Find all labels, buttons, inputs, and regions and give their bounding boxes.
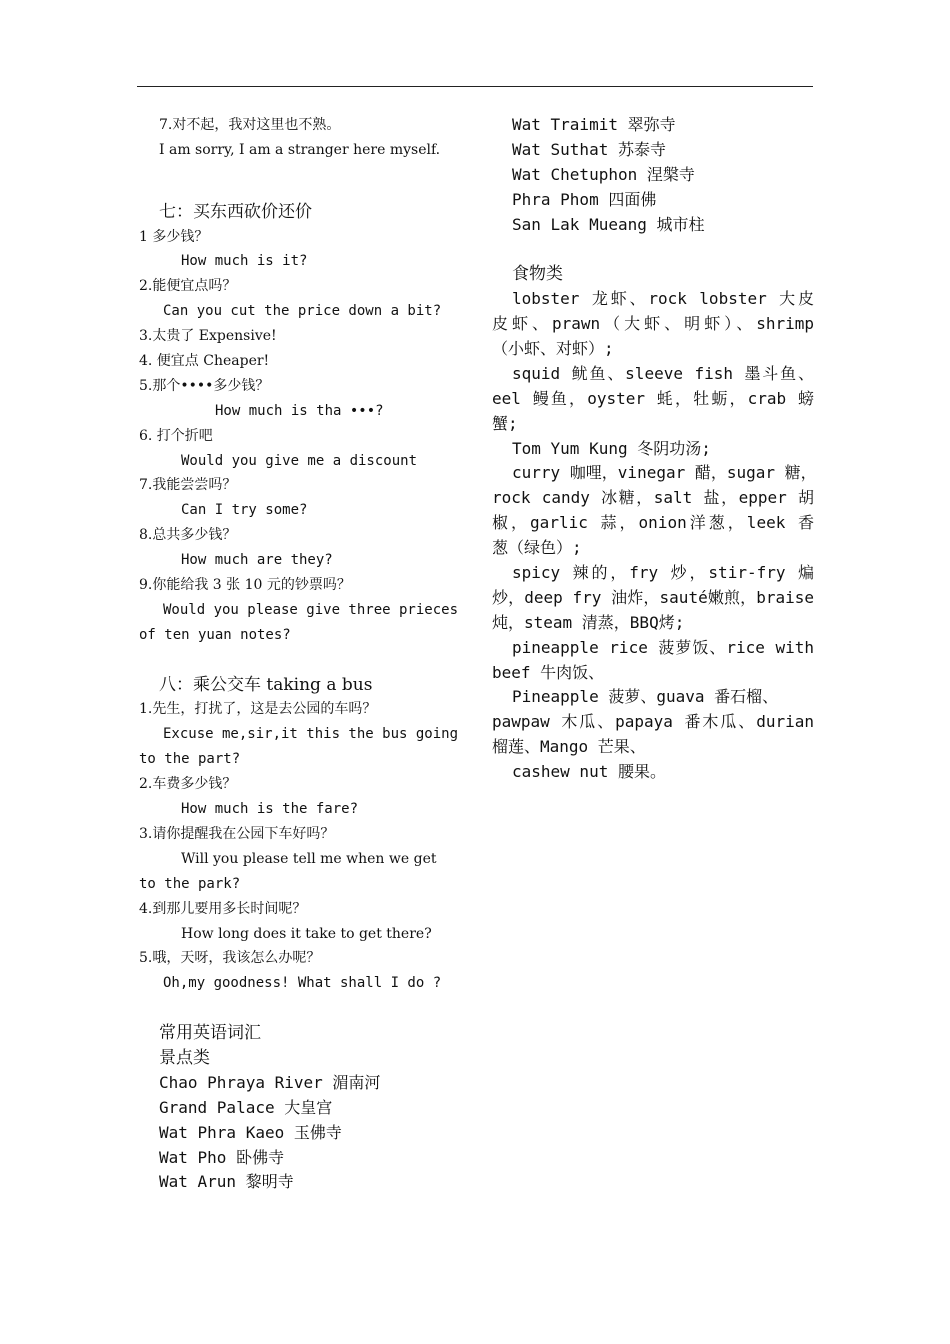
sight-item: Wat Suthat 苏泰寺: [512, 139, 666, 159]
s7-q2-zh: 2.能便宜点吗？: [139, 278, 237, 295]
food-line: cashew nut 腰果。: [512, 762, 666, 782]
food-line: pineapple rice 菠萝饭、rice with: [512, 637, 814, 657]
s8-q3-en2: to the park?: [139, 875, 241, 892]
sight-item: Phra Phom 四面佛: [512, 189, 657, 209]
s8-q2-zh: 2.车费多少钱？: [139, 776, 237, 793]
food-title: 食物类: [512, 264, 563, 285]
section-7-title: 七：买东西砍价还价: [159, 201, 312, 222]
food-line: squid 鱿鱼、sleeve fish 墨斗鱼、: [512, 363, 814, 383]
s7-q3-zh: 3.太贵了 Expensive!: [139, 328, 277, 345]
s7-q6-en: Would you give me a discount: [181, 452, 418, 469]
food-line: 椒，garlic 蒜，onion洋葱，leek 香: [492, 513, 814, 533]
s7-q2-en: Can you cut the price down a bit?: [163, 303, 442, 320]
s7-q5-en: How much is tha •••?: [215, 402, 384, 419]
sight-item: Wat Chetuphon 涅槃寺: [512, 164, 695, 184]
food-line: 蟹;: [492, 413, 518, 433]
sight-item: Chao Phraya River 湄南河: [159, 1072, 381, 1092]
s7-q9-en2: of ten yuan notes?: [139, 626, 291, 643]
sight-item: Grand Palace 大皇宫: [159, 1097, 333, 1117]
s7-q1-en: How much is it?: [181, 253, 308, 270]
s7-q1-zh: 1 多少钱？: [139, 228, 209, 245]
s7-q8-zh: 8.总共多少钱？: [139, 527, 237, 544]
s7-q7-en: Can I try some?: [181, 502, 308, 519]
s8-q4-en: How long does it take to get there?: [181, 925, 432, 942]
left-column: [139, 113, 469, 1195]
header-rule: [137, 86, 813, 87]
sights-title: 景点类: [159, 1047, 210, 1068]
sight-item: San Lak Mueang 城市柱: [512, 214, 705, 234]
s7-q5-zh: 5.那个••••多少钱？: [139, 377, 270, 394]
sight-item: Wat Phra Kaeo 玉佛寺: [159, 1122, 342, 1142]
food-line: pawpaw 木瓜、papaya 番木瓜、durian: [492, 712, 814, 732]
food-line: 炖，steam 清蒸，BBQ烤;: [492, 612, 685, 632]
s8-q3-en1: Will you please tell me when we get: [181, 850, 437, 867]
s7-q9-en1: Would you please give three prieces: [163, 601, 459, 618]
food-line: eel 鳗鱼，oyster 蚝，牡蛎，crab 螃: [492, 388, 814, 408]
s8-q3-zh: 3.请你提醒我在公园下车好吗？: [139, 825, 335, 842]
s7-q7-zh: 7.我能尝尝吗？: [139, 477, 237, 494]
food-line: beef 牛肉饭、: [492, 662, 605, 682]
sight-item: Wat Arun 黎明寺: [159, 1172, 294, 1192]
s7-q8-en: How much are they?: [181, 552, 333, 569]
food-line: 皮虾、prawn（大虾、明虾）、shrimp: [492, 314, 814, 334]
s8-q2-en: How much is the fare?: [181, 801, 359, 818]
s8-q1-en1: Excuse me,sir,it this the bus going: [163, 726, 459, 743]
s8-q1-zh: 1.先生，打扰了，这是去公园的车吗？: [139, 701, 377, 718]
s7-q9-zh: 9.你能给我 3 张 10 元的钞票吗？: [139, 577, 351, 594]
section-8-title: 八：乘公交车 taking a bus: [159, 674, 373, 695]
food-line: 榴莲、Mango 芒果、: [492, 737, 646, 757]
sight-item: Wat Pho 卧佛寺: [159, 1147, 285, 1167]
right-column: [492, 113, 817, 785]
food-line: 炒，deep fry 油炸，sauté嫩煎，braise: [492, 587, 814, 607]
food-line: rock candy 冰糖，salt 盐，epper 胡: [492, 488, 814, 508]
food-line: Pineapple 菠萝、guava 番石榴、: [512, 687, 779, 707]
s8-q5-zh: 5.哦，天呀，我该怎么办呢？: [139, 950, 321, 967]
s6-q7-en: I am sorry, I am a stranger here myself.: [159, 141, 441, 158]
food-line: spicy 辣的，fry 炒，stir-fry 煸: [512, 563, 814, 583]
food-line: Tom Yum Kung 冬阴功汤;: [512, 438, 711, 458]
vocab-title: 常用英语词汇: [159, 1023, 261, 1044]
s6-q7-zh: 7.对不起，我对这里也不熟。: [159, 117, 341, 133]
food-line: curry 咖哩，vinegar 醋，sugar 糖，: [512, 463, 817, 483]
s8-q5-en: Oh,my goodness! What shall I do ?: [163, 975, 442, 992]
s8-q1-en2: to the part?: [139, 751, 241, 768]
sight-item: Wat Traimit 翠弥寺: [512, 115, 676, 134]
food-line: （小虾、对虾）;: [492, 339, 614, 359]
s7-q4-zh: 4. 便宜点 Cheaper!: [139, 353, 270, 370]
s8-q4-zh: 4.到那儿要用多长时间呢？: [139, 900, 307, 917]
s7-q6-zh: 6. 打个折吧: [139, 427, 213, 444]
food-line: 葱（绿色）;: [492, 538, 582, 558]
food-line: lobster 龙虾、rock lobster 大皮: [512, 289, 814, 309]
